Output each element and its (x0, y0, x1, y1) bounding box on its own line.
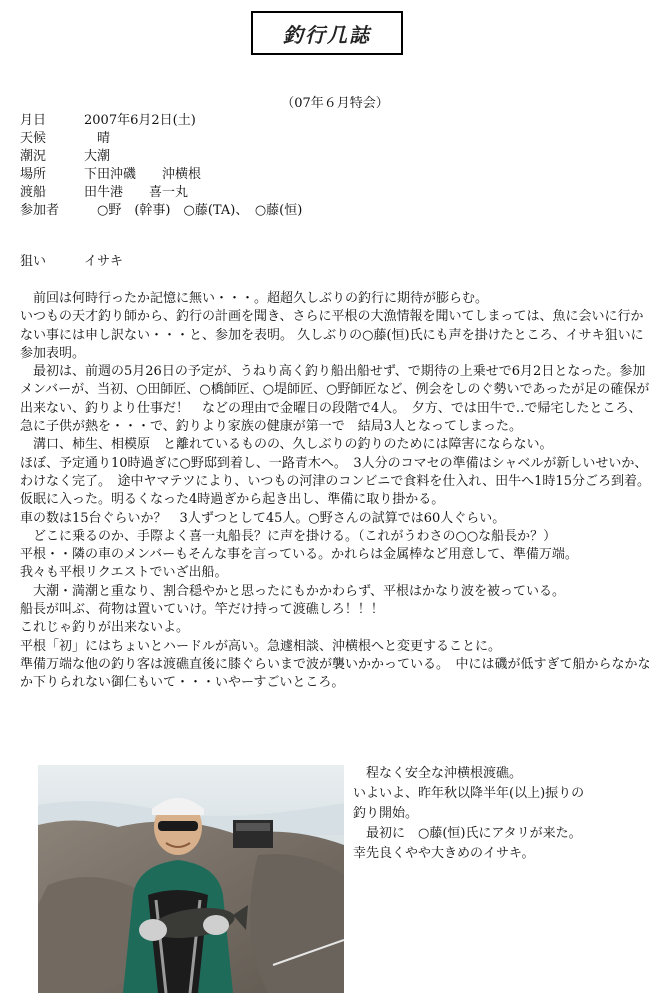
info-value: ○野 (幹事) ○藤(TA)、 ○藤(恒) (84, 203, 303, 218)
paragraph: 平根・・隣の車のメンバーもそんな事を言っている。かれらは金属棒など用意して、準備万端。 (20, 547, 578, 563)
angler-photo (38, 765, 344, 993)
info-label: 潮況 (20, 149, 47, 164)
paragraph: 車の数は15台ぐらいか？ 3人ずつとして45人。○野さんの試算では60人ぐらい。 (20, 510, 506, 526)
paragraph: どこに乗るのか、手際よく喜一丸船長？に声を掛ける。（これがうわさの○○な船長か？） (20, 528, 557, 544)
info-label: 狙い (20, 254, 47, 269)
paragraph: 我々も平根リクエストでいざ出船。 (20, 565, 228, 581)
info-label: 渡船 (20, 185, 47, 200)
info-label: 参加者 (20, 203, 60, 218)
paragraph: ほぼ、予定通り10時過ぎに○野邸到着し、一路青木へ。 3人分のコマセの準備はシャベルが新しいせいか、わけなく完了。 途中ヤマテツにより、いつもの河津のコンビニで食料を仕入れ、田牛へ1時15分ごろ到着。仮眠に入った。明るくなった4時過ぎから起き出し、準備に取り掛かる。 (20, 455, 650, 508)
info-row-target (20, 250, 123, 269)
info-value: 大潮 (84, 149, 111, 164)
info-label: 場所 (20, 167, 47, 182)
caption-line: 釣り開始。 (353, 806, 419, 821)
article-body (20, 290, 654, 693)
paragraph: これじゃ釣りが出来ないよ。 (20, 620, 190, 636)
caption-line: 程なく安全な沖横根渡礁。 (353, 766, 523, 781)
photo-illustration (38, 765, 344, 993)
info-value: 田牛港 喜一丸 (84, 185, 189, 200)
caption-line: いよいよ、昨年秋以降半年(以上)振りの (353, 786, 585, 801)
subtitle: （07年６月特会） (281, 96, 389, 111)
info-value: イサキ (84, 254, 124, 269)
paragraph: いつもの天才釣り師から、釣行の計画を聞き、さらに平根の大漁情報を聞いてしまっては、魚に会いに行かない事には申し訳ない・・・と、参加を表明。 久しぶりの○藤(恒)氏にも声を掛けたところ、イサキ狙いに参加表明。 (20, 309, 644, 361)
info-row-place (20, 166, 302, 184)
title-box (251, 11, 403, 55)
info-row-date (20, 112, 302, 130)
info-row-boat (20, 184, 302, 202)
info-label: 天候 (20, 131, 47, 146)
info-label: 月日 (20, 113, 47, 128)
paragraph: 船長が叫ぶ、荷物は置いていけ。竿だけ持って渡礁しろ！！！ (20, 602, 384, 618)
info-value: 晴 (84, 131, 111, 146)
photo-caption (353, 764, 653, 864)
page-title: 釣行几誌 (283, 22, 371, 47)
info-table (20, 112, 302, 220)
paragraph: 平根「初」にはちょいとハードルが高い。急遽相談、沖横根へと変更することに。 (20, 638, 502, 654)
caption-line: 幸先良くやや大きめのイサキ。 (353, 846, 535, 861)
paragraph: 最初は、前週の5月26日の予定が、うねり高く釣り船出船せず、で期待の上乗せで6月2日となった。参加メンバーが、当初、○田師匠、○橋師匠、○堤師匠、○野師匠など、例会をしのぐ勢いであったが足の確保が出来ない、釣りより仕事だ！ などの理由で金曜日の段階で4人。 夕方、では田牛で‥で帰宅したところ、急に子供が熱を・・・で、釣りより家族の健康が第一で 結局3人となってしまった。 (20, 364, 650, 435)
info-row-weather (20, 130, 302, 148)
paragraph: 大潮・満潮と重なり、割合穏やかと思ったにもかかわらず、平根はかなり波を被っている。 (20, 583, 565, 599)
paragraph: 前回は何時行ったか記憶に無い・・・。超超久しぶりの釣行に期待が膨らむ。 (20, 291, 489, 306)
caption-line: 最初に ○藤(恒)氏にアタリが来た。 (353, 826, 582, 841)
paragraph: 準備万端な他の釣り客は渡礁直後に膝ぐらいまで波が襲いかかっている。 中には磯が低すぎて船からなかなか下りられない御仁もいて・・・いやーすごいところ。 (20, 656, 651, 691)
paragraph: 溝口、柿生、相模原 と離れているものの、久しぶりの釣りのためには障害にならない。 (20, 437, 553, 453)
info-row-tide (20, 148, 302, 166)
info-value: 2007年6月2日(土) (84, 113, 196, 128)
info-value: 下田沖磯 沖横根 (84, 167, 202, 182)
info-row-participants (20, 202, 302, 220)
